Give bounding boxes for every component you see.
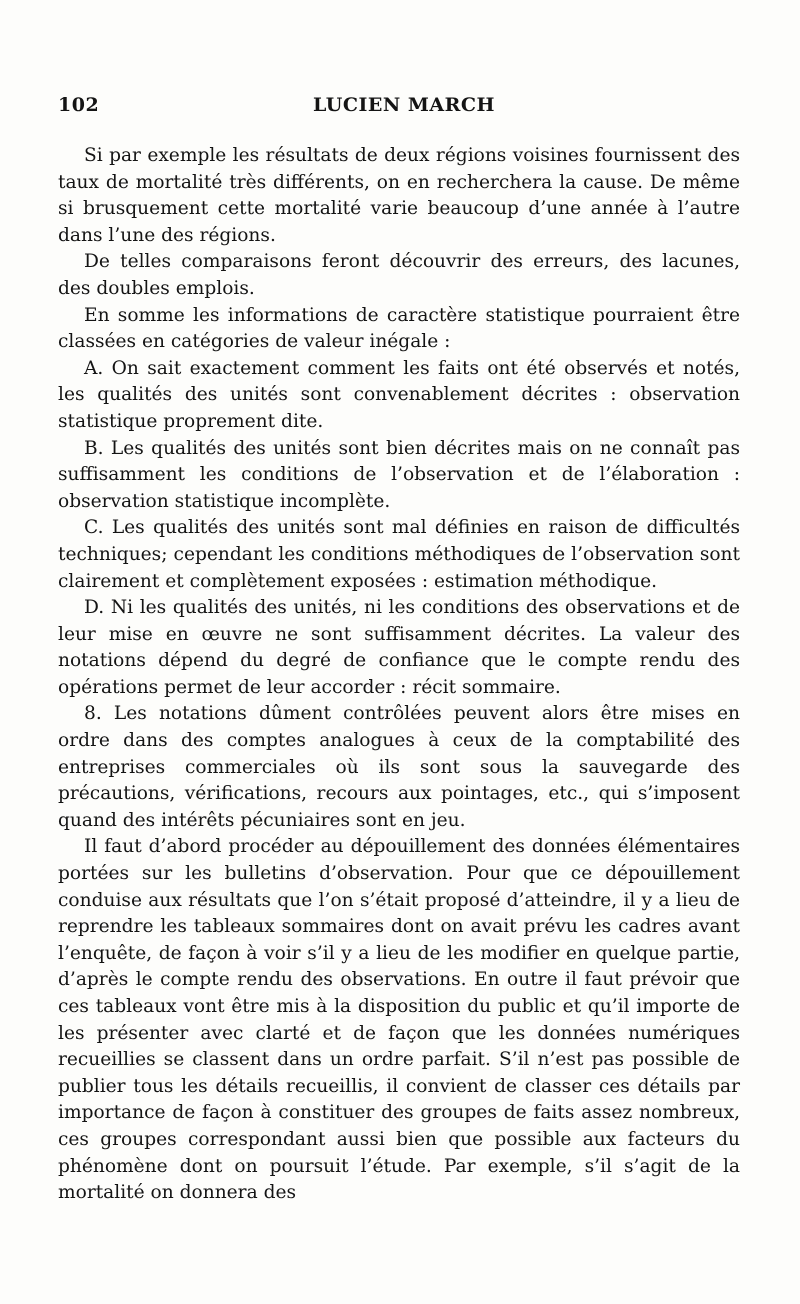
category-c: C. Les qualités des unités sont mal définies en raison de difficultés techniques; cependant les conditions méthodiques de l’observation sont clairement et complètement exposées : estimation méthodique. bbox=[58, 517, 740, 592]
running-head bbox=[58, 94, 740, 122]
category-a: A. On sait exactement comment les faits ont été observés et notés, les qualités des unités sont convenablement décrites : observation statistique proprement dite. bbox=[58, 357, 740, 432]
page-number: 102 bbox=[58, 94, 100, 116]
running-title: LUCIEN MARCH bbox=[312, 94, 495, 116]
paragraph-categories-intro: En somme les informations de caractère statistique pourraient être classées en catégories de valeur inégale : bbox=[58, 304, 740, 353]
category-b: B. Les qualités des unités sont bien décrites mais on ne connaît pas suffisamment les conditions de l’observation et de l’élaboration : observation statistique incomplète. bbox=[58, 437, 740, 512]
section-8-paragraph: 8. Les notations dûment contrôlées peuvent alors être mises en ordre dans des comptes analogues à ceux de la comptabilité des entreprises commerciales où ils sont sous la sauvegarde des précautions, vérifications, recours aux pointages, etc., qui s’imposent quand des intérêts pécuniaires sont en jeu. bbox=[58, 703, 740, 831]
body-text bbox=[58, 143, 740, 1207]
paragraph-depouillement: Il faut d’abord procéder au dépouillement des données élémentaires portées sur les bulletins d’observation. Pour que ce dépouillement conduise aux résultats que l’on s’était proposé d’atteindre, il y a lieu de reprendre les tableaux sommaires dont on avait prévu les cadres avant l’enquête, de façon à voir s’il y a lieu de les modifier en quelque partie, d’après le compte rendu des observations. En outre il faut prévoir que ces tableaux vont être mis à la disposition du public et qu’il importe de les présenter avec clarté et de façon que les données numériques recueillies se classent dans un ordre parfait. S’il n’est pas possible de publier tous les détails recueillis, il convient de classer ces détails par importance de façon à constituer des groupes de faits assez nombreux, ces groupes correspondant aussi bien que possible aux facteurs du phénomène dont on poursuit l’étude. Par exemple, s’il s’agit de la mortalité on donnera des bbox=[58, 836, 740, 1204]
category-d: D. Ni les qualités des unités, ni les conditions des observations et de leur mise en œuvre ne sont suffisamment décrites. La valeur des notations dépend du degré de confiance que le compte rendu des opérations permet de leur accorder : récit sommaire. bbox=[58, 597, 740, 698]
paragraph-comparisons: De telles comparaisons feront découvrir des erreurs, des lacunes, des doubles emplois. bbox=[58, 251, 740, 299]
paragraph-regional-comparison: Si par exemple les résultats de deux régions voisines fournissent des taux de mortalité très différents, on en recherchera la cause. De même si brusquement cette mortalité varie beaucoup d’une année à l’autre dans l’une des régions. bbox=[58, 145, 740, 246]
